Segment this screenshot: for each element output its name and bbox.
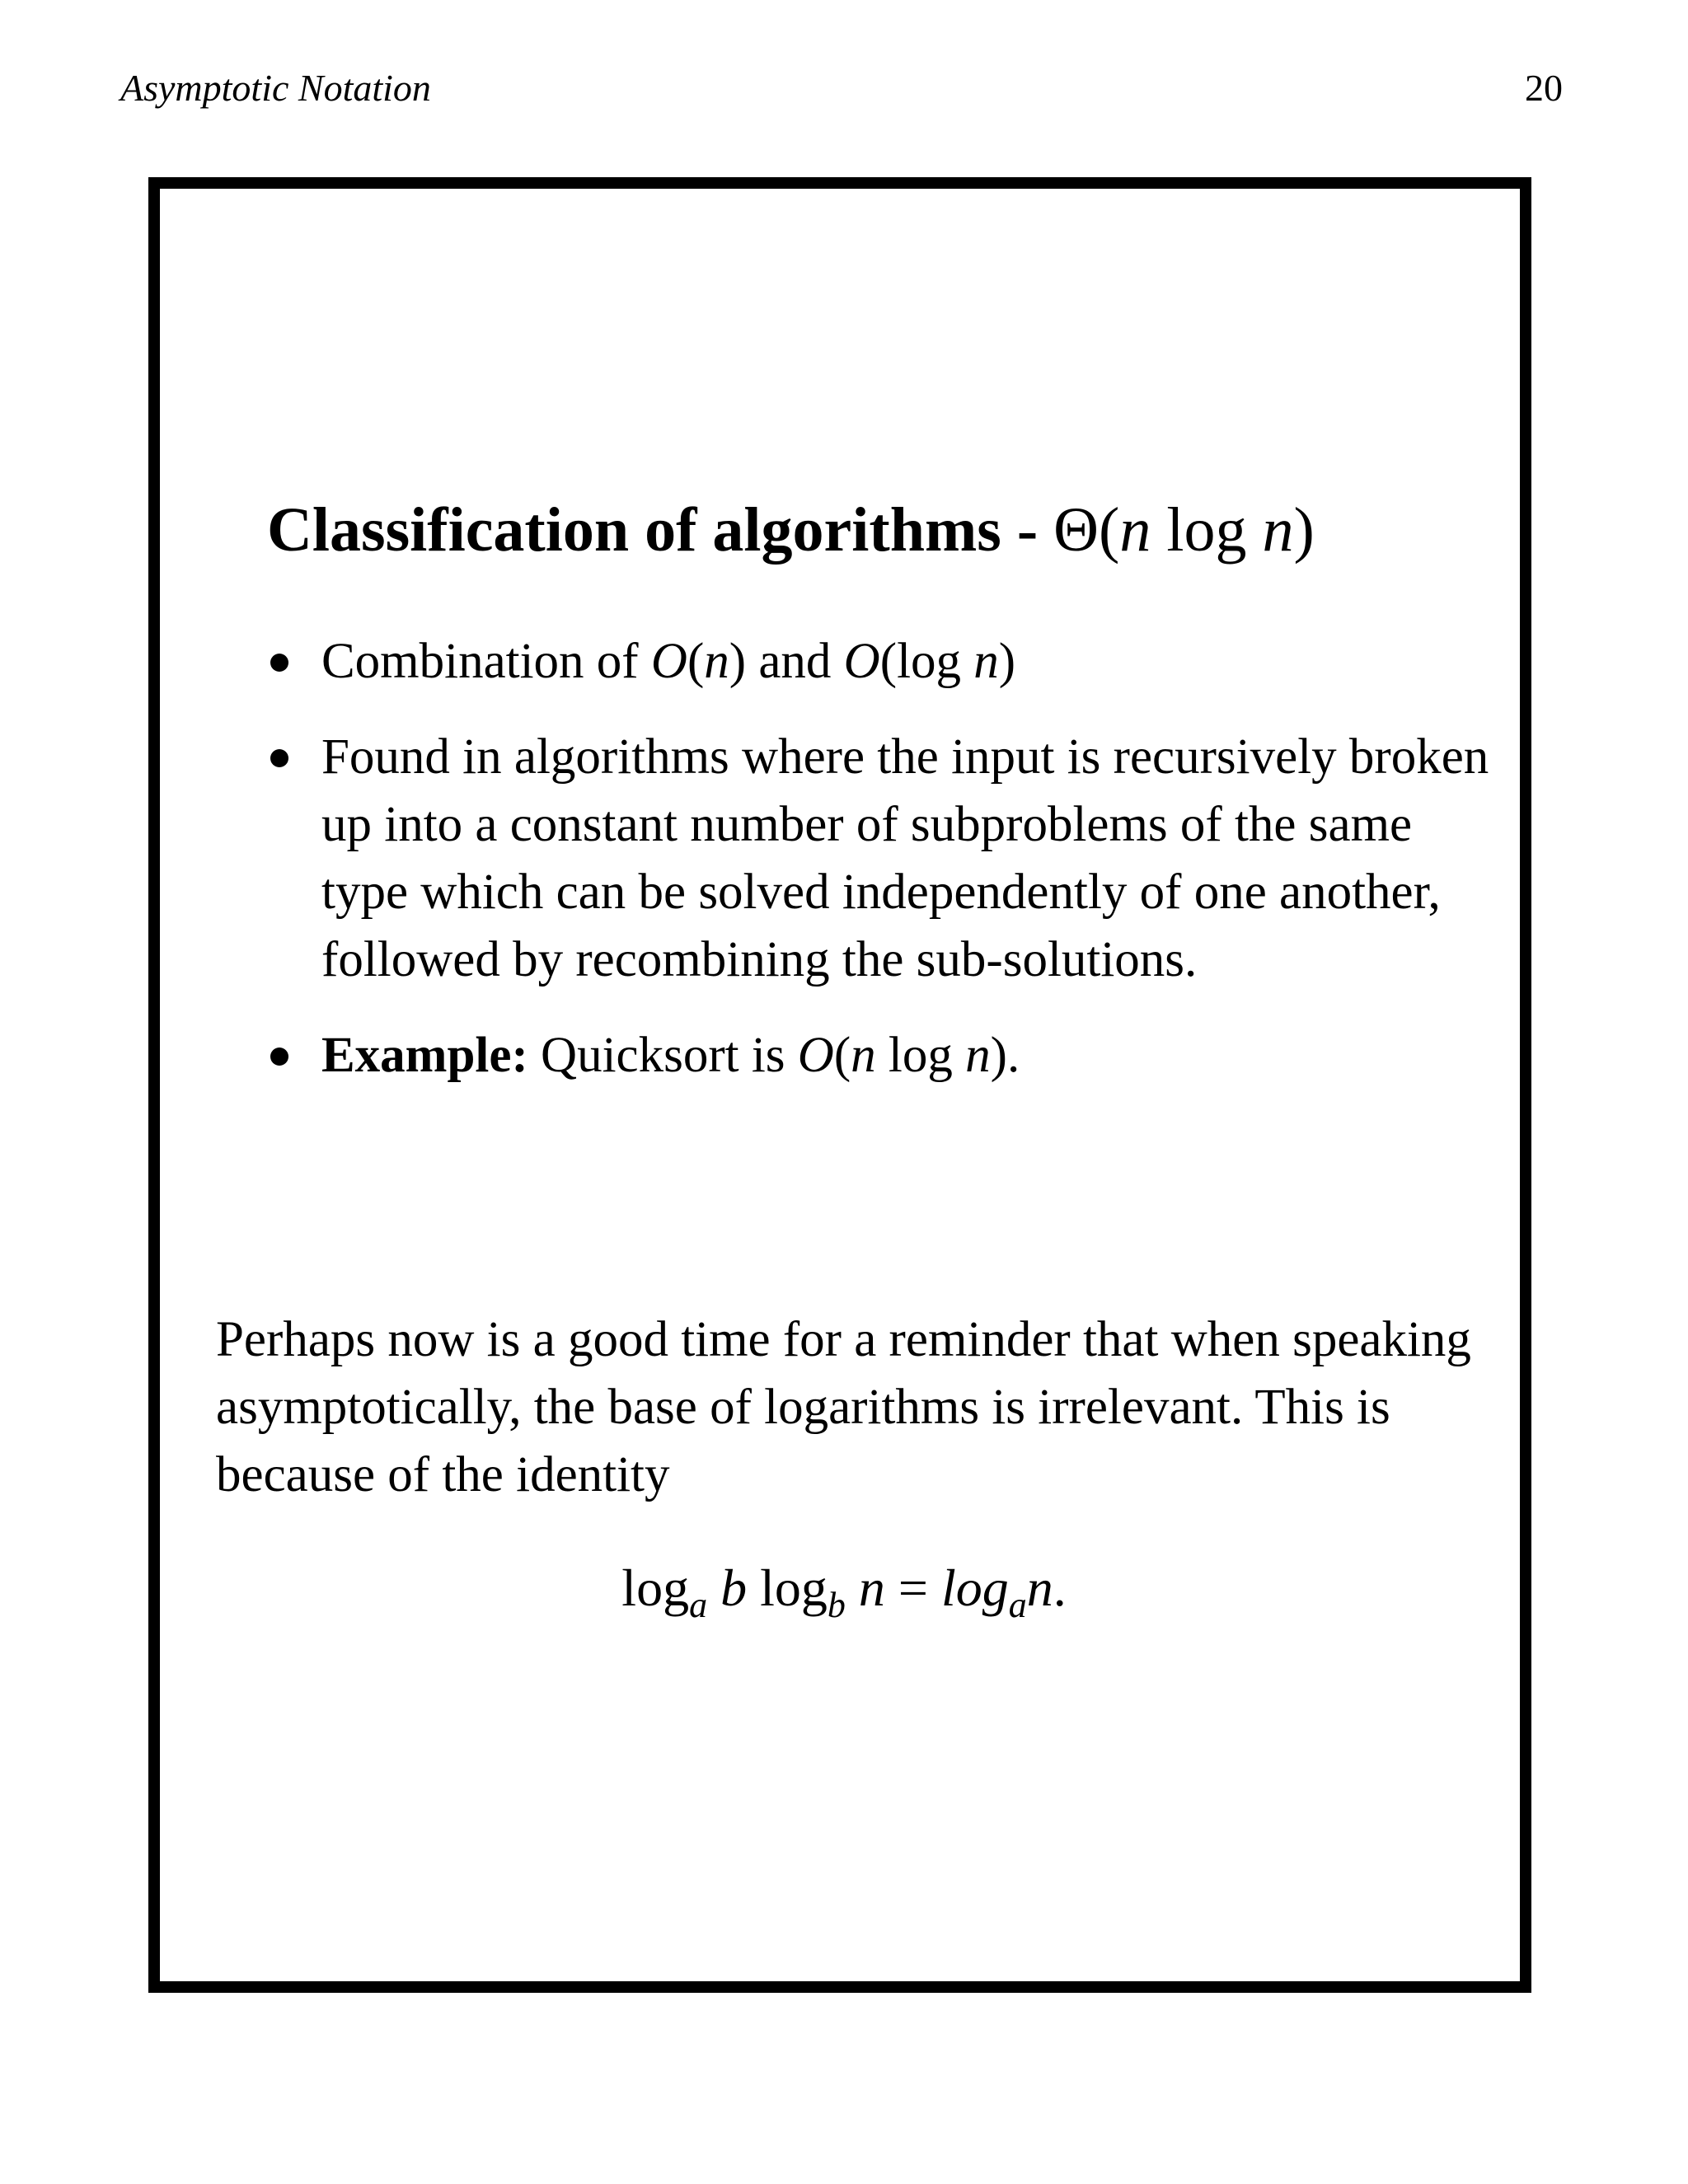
- bullet-item-example: [262, 1022, 1498, 1090]
- slide-title-math: [1053, 495, 1315, 565]
- math-paren-close: ): [1293, 495, 1315, 565]
- math-log: log: [621, 1558, 690, 1617]
- math-O: O: [650, 634, 687, 689]
- math-subscript: a: [689, 1585, 708, 1625]
- bullet-item-combination: [262, 628, 1498, 696]
- theta-symbol: Θ: [1053, 495, 1100, 565]
- bullet-list: [262, 628, 1498, 1118]
- math-var-n: n: [851, 1028, 876, 1083]
- bullet-dot-icon: [270, 749, 288, 767]
- math-var-n: n: [1119, 495, 1151, 565]
- math-var-n: n: [973, 634, 999, 689]
- bullet-text: and: [746, 634, 844, 689]
- math-period: .: [1053, 1558, 1067, 1617]
- running-head: Asymptotic Notation: [120, 67, 431, 109]
- bullet-item-recursive: [262, 724, 1498, 994]
- math-paren-close: ): [729, 634, 747, 689]
- math-paren-close: ): [990, 1028, 1007, 1083]
- bullet-dot-icon: [270, 654, 288, 672]
- bullet-dot-icon: [270, 1047, 288, 1066]
- math-equals: =: [884, 1558, 941, 1617]
- reminder-paragraph: Perhaps now is a good time for a reminder that when speaking asymptotically, the base of logarithms is irrelevant. This is because of the identity: [216, 1312, 1471, 1502]
- math-var-n: n: [1026, 1558, 1053, 1617]
- math-paren-close: ): [998, 634, 1016, 689]
- slide-title-text: Classification of algorithms -: [267, 495, 1054, 565]
- math-log: log: [897, 634, 974, 689]
- math-paren-open: (: [687, 634, 705, 689]
- math-subscript: b: [827, 1585, 846, 1625]
- math-log: log: [760, 1558, 828, 1617]
- slide-title: [267, 494, 1315, 566]
- math-var-n: n: [858, 1558, 885, 1617]
- math-var-n: n: [704, 634, 729, 689]
- bullet-text: Found in algorithms where the input is recursively broken up into a constant number of subproblems of the same type which can be solved independently of one another, followed by recombining the sub-solutions.: [321, 729, 1489, 987]
- math-log-italic: log: [940, 1558, 1009, 1617]
- log-identity-equation: [0, 1558, 1688, 1625]
- math-var-b: b: [720, 1558, 748, 1617]
- math-paren-open: (: [833, 1028, 851, 1083]
- math-paren-open: (: [879, 634, 898, 689]
- math-var-n: n: [1262, 495, 1294, 565]
- page-number: 20: [1525, 67, 1563, 109]
- math-subscript: a: [1008, 1585, 1027, 1625]
- math-O: O: [797, 1028, 834, 1083]
- bullet-text: Combination of: [321, 634, 651, 689]
- math-O: O: [843, 634, 880, 689]
- math-log: log: [1151, 495, 1263, 565]
- bullet-text: Quicksort is: [528, 1028, 798, 1083]
- sentence-period: .: [1006, 1028, 1020, 1083]
- math-paren-open: (: [1099, 495, 1120, 565]
- math-log: log: [875, 1028, 966, 1083]
- example-label: Example:: [321, 1028, 528, 1083]
- math-var-n: n: [965, 1028, 991, 1083]
